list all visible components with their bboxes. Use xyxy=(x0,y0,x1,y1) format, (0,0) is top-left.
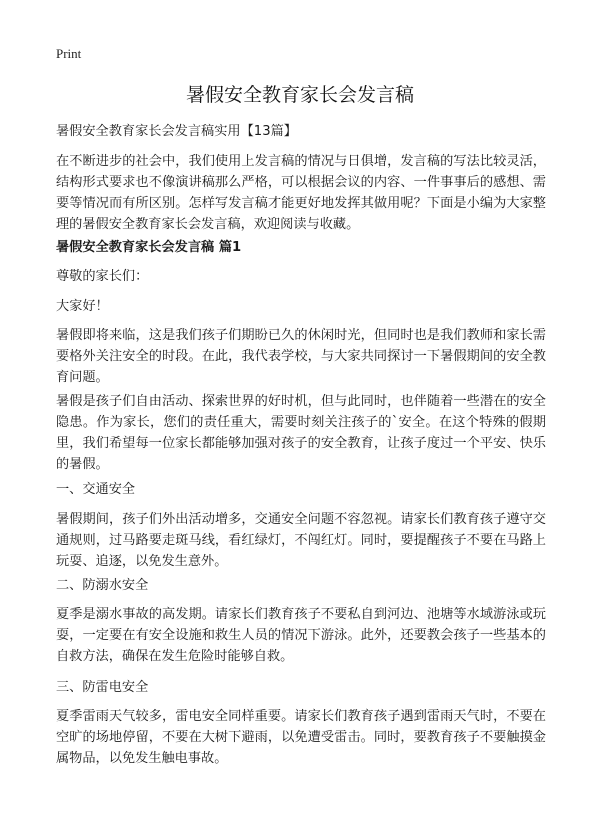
document-subtitle: 暑假安全教育家长会发言稿实用【13篇】 xyxy=(56,124,297,139)
topic-body-traffic: 暑假期间，孩子们外出活动增多，交通安全问题不容忽视。请家长们教育孩子遵守交通规则，过马路要走斑马线，看红绿灯，不闯红灯。同时，要提醒孩子不要在马路上玩耍、追逐，以免发生意外。 xyxy=(56,512,546,569)
intro-paragraph: 在不断进步的社会中，我们使用上发言稿的情况与日俱增，发言稿的写法比较灵活，结构形式要求也不像演讲稿那么严格，可以根据会议的内容、一件事事后的感想、需要等情况而有所区别。怎样写发言稿才能更好地发挥其做用呢？下面是小编为大家整理的暑假安全教育家长会发言稿，欢迎阅读与收藏。 xyxy=(56,154,546,232)
topic-body-drowning: 夏季是溺水事故的高发期。请家长们教育孩子不要私自到河边、池塘等水域游泳或玩耍，一定要在有安全设施和救生人员的情况下游泳。此外，还要教会孩子一些基本的自救方法，确保在发生危险时能够自救。 xyxy=(56,607,546,664)
topic-body-lightning: 夏季雷雨天气较多，雷电安全同样重要。请家长们教育孩子遇到雷雨天气时，不要在空旷的场地停留，不要在大树下避雨，以免遭受雷击。同时，要教育孩子不要触摸金属物品，以免发生触电事故。 xyxy=(56,709,546,766)
body-paragraph-1: 暑假即将来临，这是我们孩子们期盼已久的休闲时光，但同时也是我们教师和家长需要格外关注安全的时段。在此，我代表学校，与大家共同探讨一下暑假期间的安全教育问题。 xyxy=(56,328,546,385)
print-link[interactable]: Print xyxy=(56,46,82,61)
topic-heading-traffic: 一、交通安全 xyxy=(56,482,136,497)
greeting-text: 尊敬的家长们： xyxy=(56,269,149,284)
section-heading: 暑假安全教育家长会发言稿 篇1 xyxy=(56,240,242,255)
topic-heading-lightning: 三、防雷电安全 xyxy=(56,680,149,695)
body-paragraph-2: 暑假是孩子们自由活动、探索世界的好时机，但与此同时，也伴随着一些潜在的安全隐患。作为家长，您们的责任重大，需要时刻关注孩子的`安全。在这个特殊的假期里，我们希望每一位家长都能够加强对孩子的安全教育，让孩子度过一个平安、快乐的暑假。 xyxy=(56,394,546,472)
page-title: 暑假安全教育家长会发言稿 xyxy=(185,84,414,106)
hello-text: 大家好！ xyxy=(56,299,109,314)
topic-heading-drowning: 二、防溺水安全 xyxy=(56,578,149,593)
